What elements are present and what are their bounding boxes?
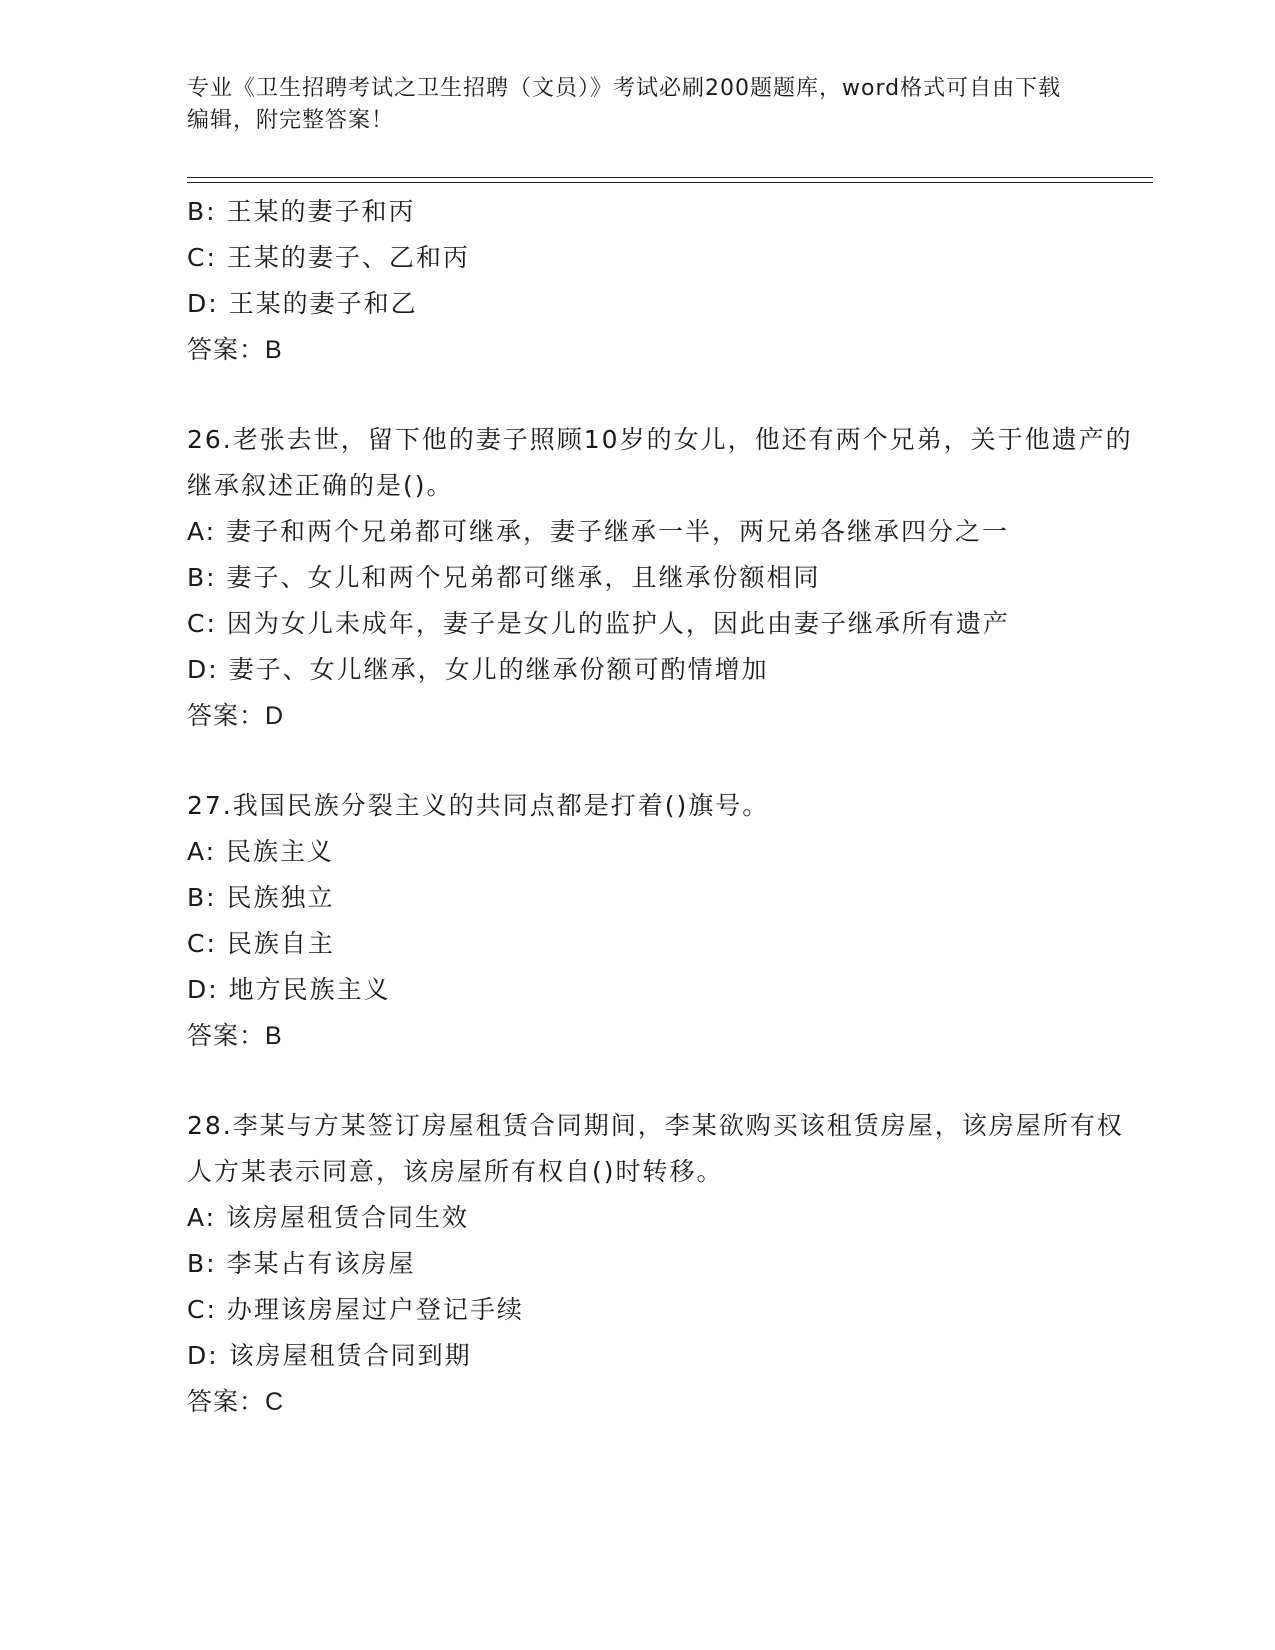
question-text: 26.老张去世，留下他的妻子照顾10岁的女儿，他还有两个兄弟，关于他遗产的继承叙述正确的是()。 bbox=[187, 425, 1133, 500]
option-a: A: 妻子和两个兄弟都可继承，妻子继承一半，两兄弟各继承四分之一 bbox=[187, 517, 1010, 546]
answer-line: 答案：B bbox=[187, 1022, 283, 1050]
option-a: A: 该房屋租赁合同生效 bbox=[187, 1203, 470, 1232]
option-c: C: 因为女儿未成年，妻子是女儿的监护人，因此由妻子继承所有遗产 bbox=[187, 609, 1010, 638]
answer-line: 答案：D bbox=[187, 702, 285, 730]
question-27 bbox=[187, 783, 1147, 1059]
option-d: D: 妻子、女儿继承，女儿的继承份额可酌情增加 bbox=[187, 655, 769, 684]
option-b: B: 王某的妻子和丙 bbox=[187, 197, 416, 226]
option-c: C: 王某的妻子、乙和丙 bbox=[187, 243, 470, 272]
question-28 bbox=[187, 1103, 1147, 1425]
option-b: B: 民族独立 bbox=[187, 883, 335, 912]
option-d: D: 该房屋租赁合同到期 bbox=[187, 1341, 472, 1370]
option-b: B: 李某占有该房屋 bbox=[187, 1249, 416, 1278]
document-body bbox=[187, 189, 1147, 1425]
option-c: C: 民族自主 bbox=[187, 929, 335, 958]
question-text: 28.李某与方某签订房屋租赁合同期间，李某欲购买该租赁房屋，该房屋所有权人方某表示同意，该房屋所有权自()时转移。 bbox=[187, 1111, 1124, 1186]
option-d: D: 王某的妻子和乙 bbox=[187, 289, 418, 318]
answer-line: 答案：C bbox=[187, 1388, 285, 1416]
option-d: D: 地方民族主义 bbox=[187, 975, 391, 1004]
question-text: 27.我国民族分裂主义的共同点都是打着()旗号。 bbox=[187, 791, 770, 820]
header-rule-bottom bbox=[187, 182, 1153, 183]
question-26 bbox=[187, 417, 1147, 739]
answer-line: 答案：B bbox=[187, 336, 283, 364]
prev-question-block bbox=[187, 189, 1147, 373]
option-b: B: 妻子、女儿和两个兄弟都可继承，且继承份额相同 bbox=[187, 563, 821, 592]
header-rule-top bbox=[187, 177, 1153, 178]
document-header: 专业《卫生招聘考试之卫生招聘（文员）》考试必刷200题题库，word格式可自由下载编辑，附完整答案！ bbox=[187, 76, 1062, 133]
option-c: C: 办理该房屋过户登记手续 bbox=[187, 1295, 524, 1324]
option-a: A: 民族主义 bbox=[187, 837, 335, 866]
